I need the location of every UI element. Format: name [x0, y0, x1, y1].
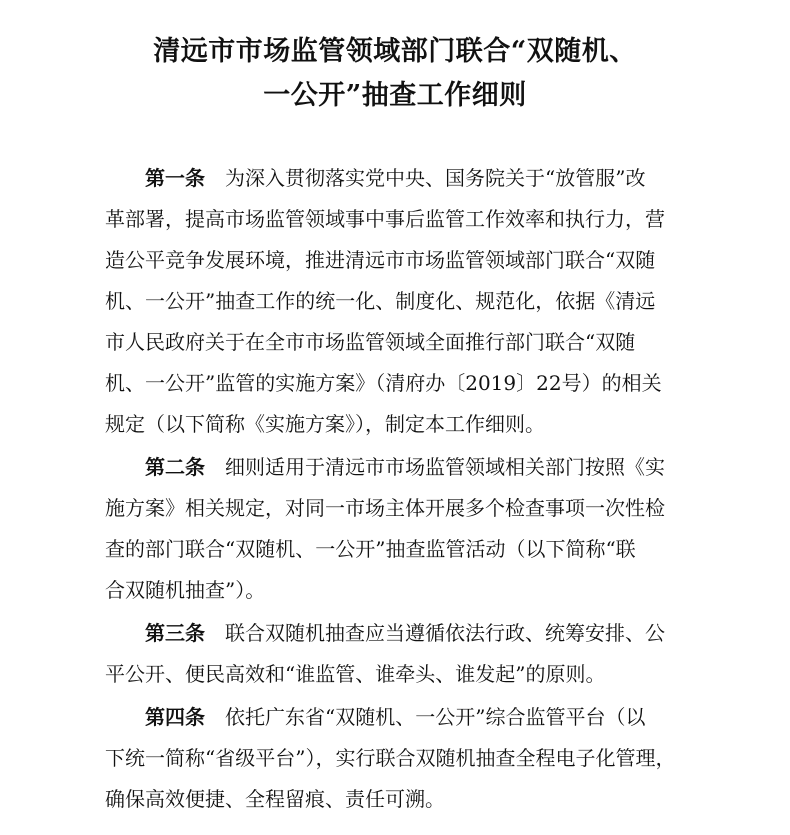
- article-1-first-line: [145, 165, 695, 191]
- document-title-line-2: 一公开”抽查工作细则: [263, 80, 527, 111]
- article-2-text-line: 查的部门联合“双随机、一公开”抽查监管活动（以下简称“联: [105, 537, 636, 561]
- article-1-text-line: 造公平竞争发展环境，推进清远市市场监管领域部门联合“双随: [105, 248, 656, 272]
- article-2-text-line: 施方案》相关规定，对同一市场主体开展多个检查事项一次性检: [105, 496, 665, 520]
- article-2-text-line: 细则适用于清远市市场监管领域相关部门按照《实: [225, 455, 665, 479]
- article-2-label: 第二条: [145, 455, 205, 479]
- article-1-text-line: 机、一公开”监管的实施方案》（清府办〔2019〕22号）的相关: [105, 371, 662, 395]
- article-4-label: 第四条: [145, 705, 205, 729]
- article-4-text-line: 确保高效便捷、全程留痕、责任可溯。: [105, 787, 445, 811]
- article-4-text-line: 依托广东省“双随机、一公开”综合监管平台（以: [225, 705, 646, 729]
- article-1-text-line: 市人民政府关于在全市市场监管领域全面推行部门联合“双随: [105, 330, 636, 354]
- article-1-text-line: 革部署，提高市场监管领域事中事后监管工作效率和执行力，营: [105, 207, 665, 231]
- article-3-first-line: [145, 620, 695, 646]
- article-2-first-line: [145, 454, 695, 480]
- article-3-label: 第三条: [145, 621, 205, 645]
- article-4-first-line: [145, 704, 695, 730]
- document-title-line-1: 清远市市场监管领域部门联合“双随机、: [153, 36, 637, 67]
- article-1-label: 第一条: [145, 166, 205, 190]
- article-2-text-line: 合双随机抽查”）。: [105, 578, 266, 602]
- article-4-text-line: 下统一简称“省级平台”），实行联合双随机抽查全程电子化管理，: [105, 746, 676, 770]
- article-1-text-line: 为深入贯彻落实党中央、国务院关于“放管服”改: [225, 166, 646, 190]
- article-1-text-line: 机、一公开”抽查工作的统一化、制度化、规范化，依据《清远: [105, 289, 656, 313]
- article-3-text-line: 联合双随机抽查应当遵循依法行政、统筹安排、公: [225, 621, 665, 645]
- article-3-text-line: 平公开、便民高效和“谁监管、谁牵头、谁发起”的原则。: [105, 662, 606, 686]
- article-1-text-line: 规定（以下简称《实施方案》），制定本工作细则。: [105, 412, 545, 436]
